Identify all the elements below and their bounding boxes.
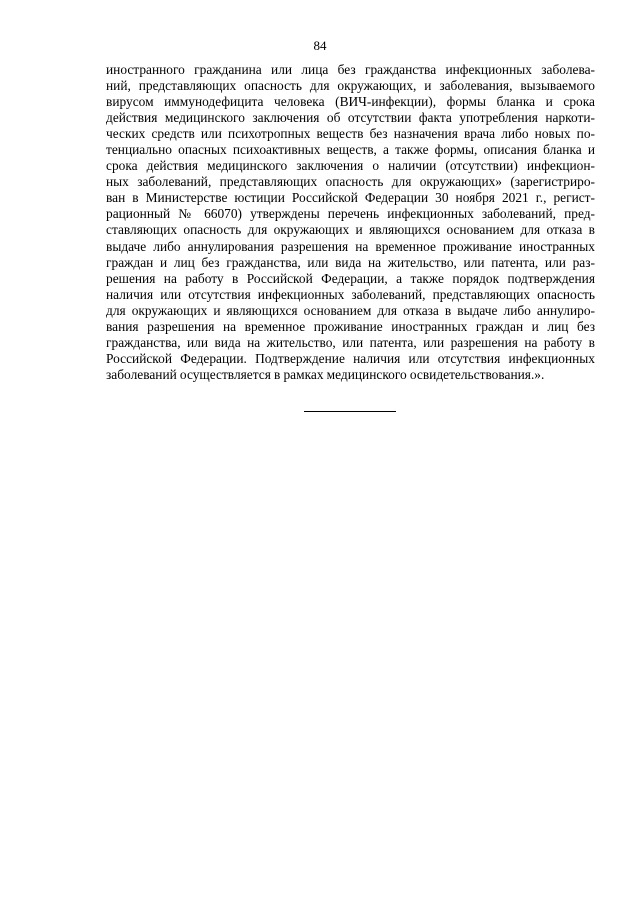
text-line: ван в Министерстве юстиции Российской Федерации 30 ноября 2021 г., регист- [106, 190, 595, 206]
text-line: Российской Федерации. Подтверждение наличия или отсутствия инфекционных [106, 350, 595, 366]
text-line: ческих средств или психотропных веществ без назначения врача либо новых по- [106, 126, 595, 142]
text-line: вания разрешения на временное проживание иностранных граждан и лиц без [106, 318, 595, 334]
text-line: наличия или отсутствия инфекционных заболеваний, представляющих опасность [106, 286, 595, 302]
text-line: граждан и лиц без гражданства, или вида на жительство, или патента, или раз- [106, 254, 595, 270]
text-line: ставляющих опасность для окружающих и являющихся основанием для отказа в [106, 222, 595, 238]
text-line: для окружающих и являющихся основанием для отказа в выдаче либо аннулиро- [106, 302, 595, 318]
text-line: ний, представляющих опасность для окружающих, и заболевания, вызываемого [106, 78, 595, 94]
text-line: рационный № 66070) утверждены перечень инфекционных заболеваний, пред- [106, 206, 595, 222]
text-line: заболеваний осуществляется в рамках медицинского освидетельствования.». [106, 366, 545, 382]
text-line: выдаче либо аннулирования разрешения на временное проживание иностранных [106, 238, 595, 254]
text-line: ных заболеваний, представляющих опасность для окружающих» (зарегистриро- [106, 174, 595, 190]
page-number: 84 [313, 38, 327, 53]
text-line: тенциально опасных психоактивных веществ, а также формы, описания бланка и [106, 142, 595, 158]
text-line: иностранного гражданина или лица без гражданства инфекционных заболева- [106, 62, 595, 77]
end-of-text-rule [304, 411, 396, 412]
text-line: вирусом иммунодефицита человека (ВИЧ-инфекции), формы бланка и срока [106, 94, 595, 110]
text-line: гражданства, или вида на жительство, или патента, или разрешения на работу в [106, 334, 595, 350]
text-line: срока действия медицинского заключения о наличии (отсутствии) инфекцион- [106, 158, 595, 174]
text-line: действия медицинского заключения об отсутствии факта употребления наркоти- [106, 110, 595, 126]
body-paragraph [106, 62, 595, 383]
text-line: решения на работу в Российской Федерации, а также порядок подтверждения [106, 270, 595, 286]
